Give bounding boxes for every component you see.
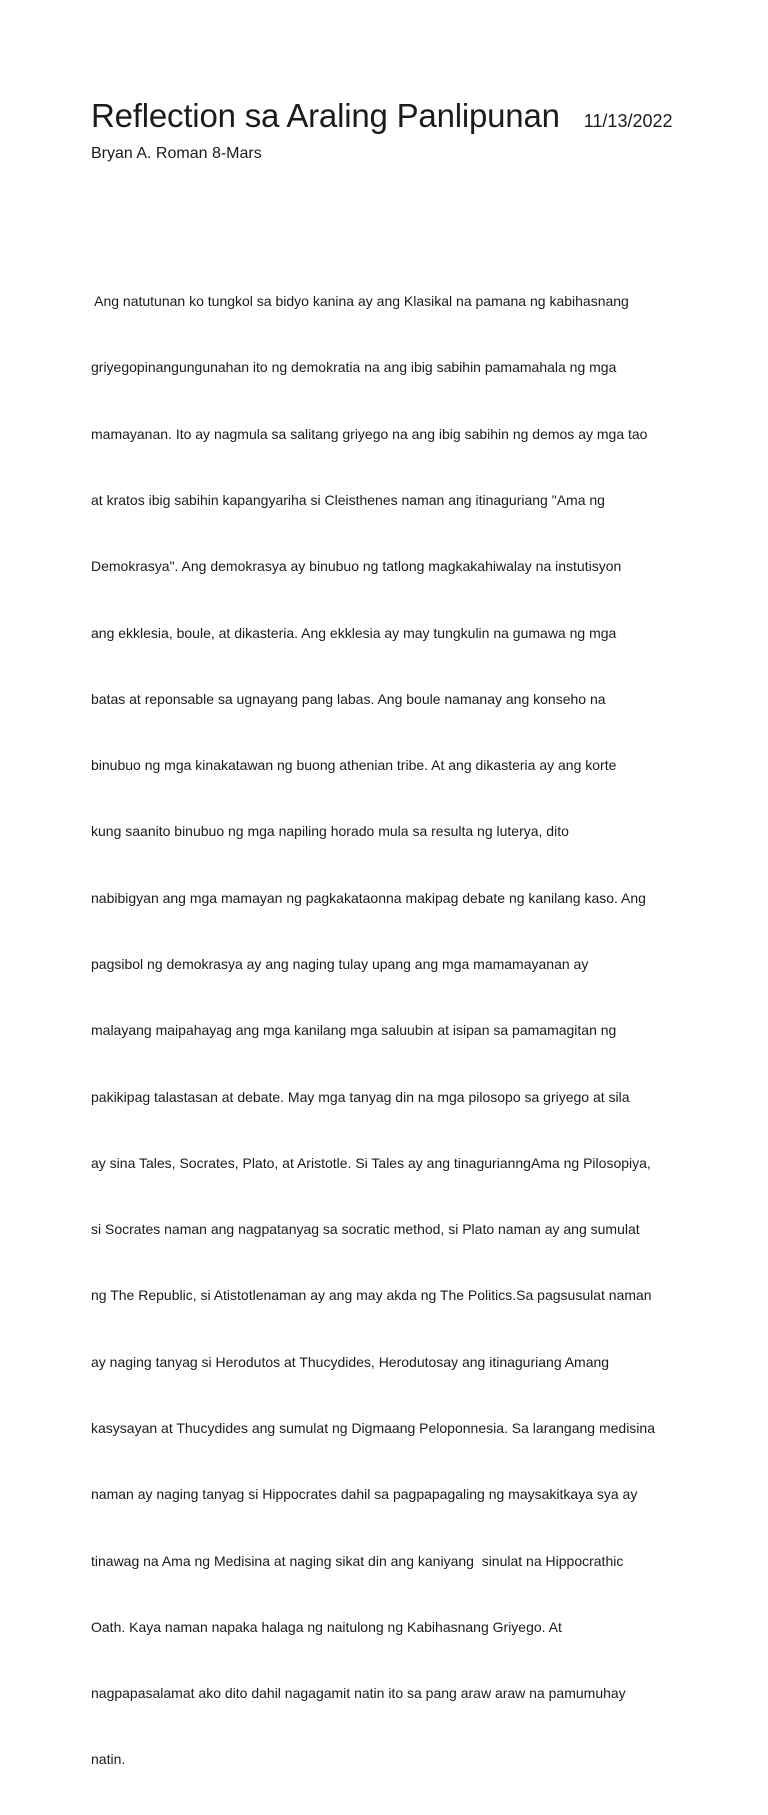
body-line: malayang maipahayag ang mga kanilang mga saluubin at isipan sa pamamagitan ng <box>91 1022 617 1039</box>
body-line: si Socrates naman ang nagpatanyag sa socratic method, si Plato naman ay ang sumulat <box>91 1221 640 1238</box>
body-line: mamayanan. Ito ay nagmula sa salitang griyego na ang ibig sabihin ng demos ay mga tao <box>91 425 648 442</box>
document-title: Reflection sa Araling Panlipunan <box>91 97 560 134</box>
body-paragraph <box>91 246 691 1815</box>
body-line: binubuo ng mga kinakatawan ng buong athenian tribe. At ang dikasteria ay ang korte <box>91 757 617 774</box>
title-row <box>91 94 673 138</box>
body-line: tinawag na Ama ng Medisina at naging sikat din ang kaniyang sinulat na Hippocrathic <box>91 1552 624 1569</box>
body-line: Oath. Kaya naman napaka halaga ng naitulong ng Kabihasnang Griyego. At <box>91 1618 562 1635</box>
body-line: at kratos ibig sabihin kapangyariha si Cleisthenes naman ang itinaguriang "Ama ng <box>91 492 605 509</box>
body-line: ay sina Tales, Socrates, Plato, at Aristotle. Si Tales ay ang tinagurianngAma ng Pilosopiya, <box>91 1154 651 1171</box>
body-line: natin. <box>91 1751 126 1768</box>
document-date: 11/13/2022 <box>583 111 673 131</box>
body-line: nabibigyan ang mga mamayan ng pagkakataonna makipag debate ng kanilang kaso. Ang <box>91 889 646 906</box>
body-line: pagsibol ng demokrasya ay ang naging tulay upang ang mga mamamayanan ay <box>91 956 589 972</box>
body-line: griyegopinangungunahan ito ng demokratia na ang ibig sabihin pamamahala ng mga <box>91 359 617 376</box>
body-line: kung saanito binubuo ng mga napiling horado mula sa resulta ng luterya, dito <box>91 823 569 840</box>
body-line: Demokrasya". Ang demokrasya ay binubuo ng tatlong magkakahiwalay na instutisyon <box>91 558 622 575</box>
body-line: nagpapasalamat ako dito dahil nagagamit natin ito sa pang araw araw na pamumuhay <box>91 1685 626 1702</box>
body-line: Ang natutunan ko tungkol sa bidyo kanina ay ang Klasikal na pamana ng kabihasnang <box>91 293 629 310</box>
body-line: kasysayan at Thucydides ang sumulat ng Digmaang Peloponnesia. Sa larangang medisina <box>91 1419 655 1436</box>
body-line: ng The Republic, si Atistotlenaman ay ang may akda ng The Politics.Sa pagsusulat naman <box>91 1287 652 1304</box>
body-line: ang ekklesia, boule, at dikasteria. Ang ekklesia ay may tungkulin na gumawa ng mga <box>91 624 617 641</box>
body-line: pakikipag talastasan at debate. May mga tanyag din na mga pilosopo sa griyego at sila <box>91 1088 630 1105</box>
author-line: Bryan A. Roman 8-Mars <box>91 145 262 162</box>
body-line: naman ay naging tanyag si Hippocrates dahil sa pagpapagaling ng maysakitkaya sya ay <box>91 1486 638 1503</box>
body-line: ay naging tanyag si Herodutos at Thucydides, Herodutosay ang itinaguriang Amang <box>91 1353 610 1370</box>
body-line: batas at reponsable sa ugnayang pang labas. Ang boule namanay ang konseho na <box>91 690 606 707</box>
